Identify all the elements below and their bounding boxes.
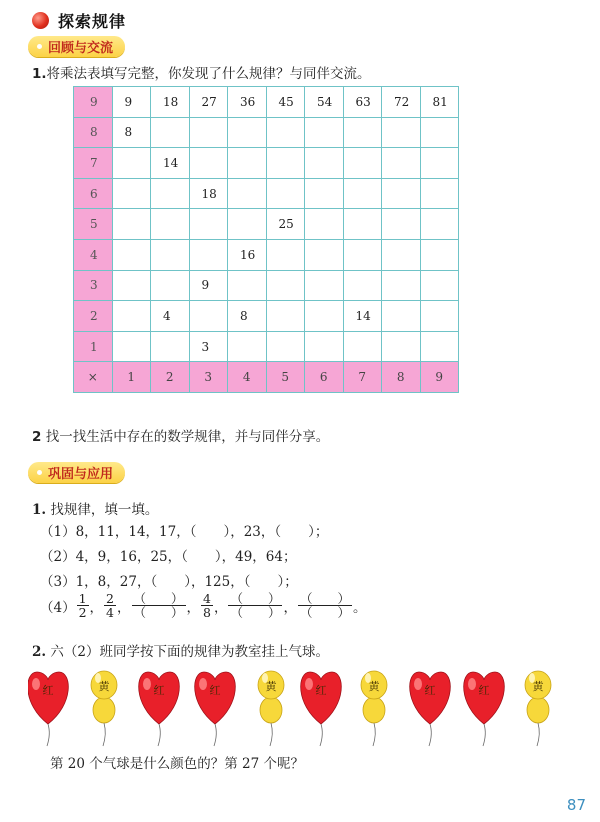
column-header-cell: 9 [420,362,459,393]
table-cell: 3 [189,331,228,362]
table-cell [266,117,305,148]
table-row [74,87,459,118]
table-cell [228,117,267,148]
row-header-cell: 2 [74,301,113,332]
balloon-label: 红 [153,684,165,697]
fraction-numerator: 2 [106,591,114,606]
table-row [74,148,459,179]
table-row [74,178,459,209]
title-text: 探索规律 [58,12,127,31]
table-cell [305,301,344,332]
problem-2-text: 六（2）班同学按下面的规律为教室挂上气球。 [50,644,329,660]
fraction-blank-3 [298,592,352,619]
row-header-cell: 8 [74,117,113,148]
table-cell [420,178,459,209]
column-header-cell: × [74,362,113,393]
red-balloon [301,672,342,746]
question-1-number: 1. [32,66,47,82]
table-cell [189,117,228,148]
table-cell [382,148,421,179]
table-cell [305,209,344,240]
table-cell [382,270,421,301]
balloon-label: 红 [209,684,221,697]
table-cell [189,209,228,240]
blank-numerator: （ ） [230,591,281,606]
section-review-badge [28,36,125,57]
blank-numerator: （ ） [299,591,350,606]
table-cell: 18 [189,178,228,209]
table-cell: 63 [343,87,382,118]
table-cell [420,148,459,179]
table-cell: 54 [305,87,344,118]
table-cell [343,117,382,148]
row-header-cell: 6 [74,178,113,209]
section-review-label: 回顾与交流 [48,41,114,56]
red-balloon [28,672,68,746]
table-cell [266,301,305,332]
section-practice-badge [28,462,125,483]
table-cell [420,209,459,240]
problem-2 [32,640,329,660]
table-cell [266,178,305,209]
column-header-cell: 3 [189,362,228,393]
blank-denominator: （ ） [230,605,281,620]
red-balloon [464,672,505,746]
balloon-label: 红 [424,684,436,697]
table-cell [151,239,190,270]
red-balloon [410,672,451,746]
balloon-label: 黄 [368,680,380,693]
table-cell [112,301,151,332]
blank-denominator: （ ） [133,605,184,620]
table-cell: 8 [112,117,151,148]
table-cell: 81 [420,87,459,118]
table-cell [305,331,344,362]
table-cell [420,331,459,362]
table-cell: 25 [266,209,305,240]
table-cell: 27 [189,87,228,118]
table-cell [382,331,421,362]
table-cell: 9 [112,87,151,118]
table-row [74,331,459,362]
red-ball-icon [32,12,49,29]
table-cell [305,239,344,270]
fraction-denominator: 2 [78,605,87,620]
question-2 [32,425,329,445]
question-2-text: 找一找生活中存在的数学规律，并与同伴分享。 [45,429,330,445]
table-cell: 45 [266,87,305,118]
table-cell: 36 [228,87,267,118]
table-cell [151,209,190,240]
table-cell: 18 [151,87,190,118]
table-cell: 8 [228,301,267,332]
table-cell [228,148,267,179]
fraction-numerator: 4 [203,591,211,606]
balloon-label: 红 [42,684,54,697]
row-header-cell: 4 [74,239,113,270]
multiplication-table [73,86,459,393]
red-balloon [195,672,236,746]
yellow-balloon [91,671,117,746]
column-header-cell: 2 [151,362,190,393]
table-cell [305,117,344,148]
fraction-numerator: 1 [78,591,87,606]
table-cell: 72 [382,87,421,118]
table-cell [305,148,344,179]
problem-1-line-2: （2）4，9，16，25，（ ），49，64； [40,549,297,565]
section-practice-label: 巩固与应用 [48,467,114,482]
table-cell [189,148,228,179]
table-footer-row [74,362,459,393]
question-1 [32,62,371,82]
table-cell [112,148,151,179]
table-cell [112,178,151,209]
table-cell [112,209,151,240]
table-cell [112,331,151,362]
table-cell [266,148,305,179]
problem-2-number: 2. [32,644,47,660]
blank-numerator: （ ） [133,591,184,606]
row-header-cell: 9 [74,87,113,118]
table-cell [343,331,382,362]
row-header-cell: 5 [74,209,113,240]
line-4-prefix: （4） [40,599,76,616]
fraction-1-2 [77,592,89,619]
row-header-cell: 7 [74,148,113,179]
problem-1-line-1: （1）8，11，14，17，（ ），23，（ ）； [40,524,329,540]
table-cell [228,331,267,362]
fraction-4-8 [201,592,213,619]
table-cell: 4 [151,301,190,332]
column-header-cell: 7 [343,362,382,393]
table-cell [382,117,421,148]
problem-1-number: 1. [32,502,47,518]
table-cell [189,239,228,270]
table-row [74,301,459,332]
table-cell [266,331,305,362]
page-number: 87 [566,796,586,814]
table-cell [382,209,421,240]
dot-icon [37,470,42,475]
yellow-balloon [361,671,387,746]
problem-1-line-3: （3）1，8，27，（ ），125，（ ）； [40,574,298,590]
fraction-denominator: 4 [106,605,114,620]
balloon-label: 黄 [98,680,110,693]
table-cell [343,178,382,209]
table-cell [228,178,267,209]
table-cell [343,239,382,270]
table-cell [266,270,305,301]
balloon-label: 红 [315,684,327,697]
column-header-cell: 5 [266,362,305,393]
lesson-title [32,9,126,32]
table-cell [112,239,151,270]
fraction-denominator: 8 [203,605,211,620]
table-cell [151,331,190,362]
question-2-number: 2 [32,429,42,445]
table-cell: 16 [228,239,267,270]
table-cell [382,178,421,209]
fraction-blank-1 [132,592,186,619]
line-4-end: 。 [353,599,367,616]
table-cell [151,270,190,301]
table-cell [420,270,459,301]
question-1-text: 将乘法表填写完整，你发现了什么规律？与同伴交流。 [46,66,371,82]
table-row [74,239,459,270]
table-cell [189,301,228,332]
table-cell [420,301,459,332]
yellow-balloon [258,671,284,746]
red-balloon [139,672,180,746]
table-cell [112,270,151,301]
table-cell [343,209,382,240]
table-row [74,209,459,240]
table-cell [420,117,459,148]
column-header-cell: 4 [228,362,267,393]
table-cell [305,270,344,301]
column-header-cell: 8 [382,362,421,393]
yellow-balloon [525,671,551,746]
blank-denominator: （ ） [299,605,350,620]
table-cell [151,178,190,209]
balloon-label: 黄 [532,680,544,693]
table-cell [382,301,421,332]
table-cell [266,239,305,270]
column-header-cell: 1 [112,362,151,393]
table-cell [228,209,267,240]
table-cell [343,148,382,179]
row-header-cell: 1 [74,331,113,362]
balloon-label: 红 [478,684,490,697]
table-cell [420,239,459,270]
balloon-label: 黄 [265,680,277,693]
dot-icon [37,44,42,49]
fraction-2-4 [104,592,116,619]
fraction-blank-2 [228,592,282,619]
table-cell: 14 [343,301,382,332]
table-cell [343,270,382,301]
problem-1-line-4: （4） $\frac{1}{2}$ ， $\frac{2}{4}$ ， $\frac{( )}{( )}$ ， $\frac{4}{8}$ ， $\frac{( )}{( )}$ ， $\frac{( )}{( )}$ 。 [40,591,367,620]
table-cell: 9 [189,270,228,301]
row-header-cell: 3 [74,270,113,301]
table-cell [228,270,267,301]
column-header-cell: 6 [305,362,344,393]
table-cell: 14 [151,148,190,179]
table-cell [305,178,344,209]
problem-1-title-text: 找规律，填一填。 [50,502,159,518]
table-row [74,270,459,301]
table-row [74,117,459,148]
problem-2-question: 第 20 个气球是什么颜色的？第 27 个呢？ [50,756,305,772]
balloon-row [28,664,568,754]
table-cell [382,239,421,270]
problem-1-title [32,498,158,518]
table-cell [151,117,190,148]
